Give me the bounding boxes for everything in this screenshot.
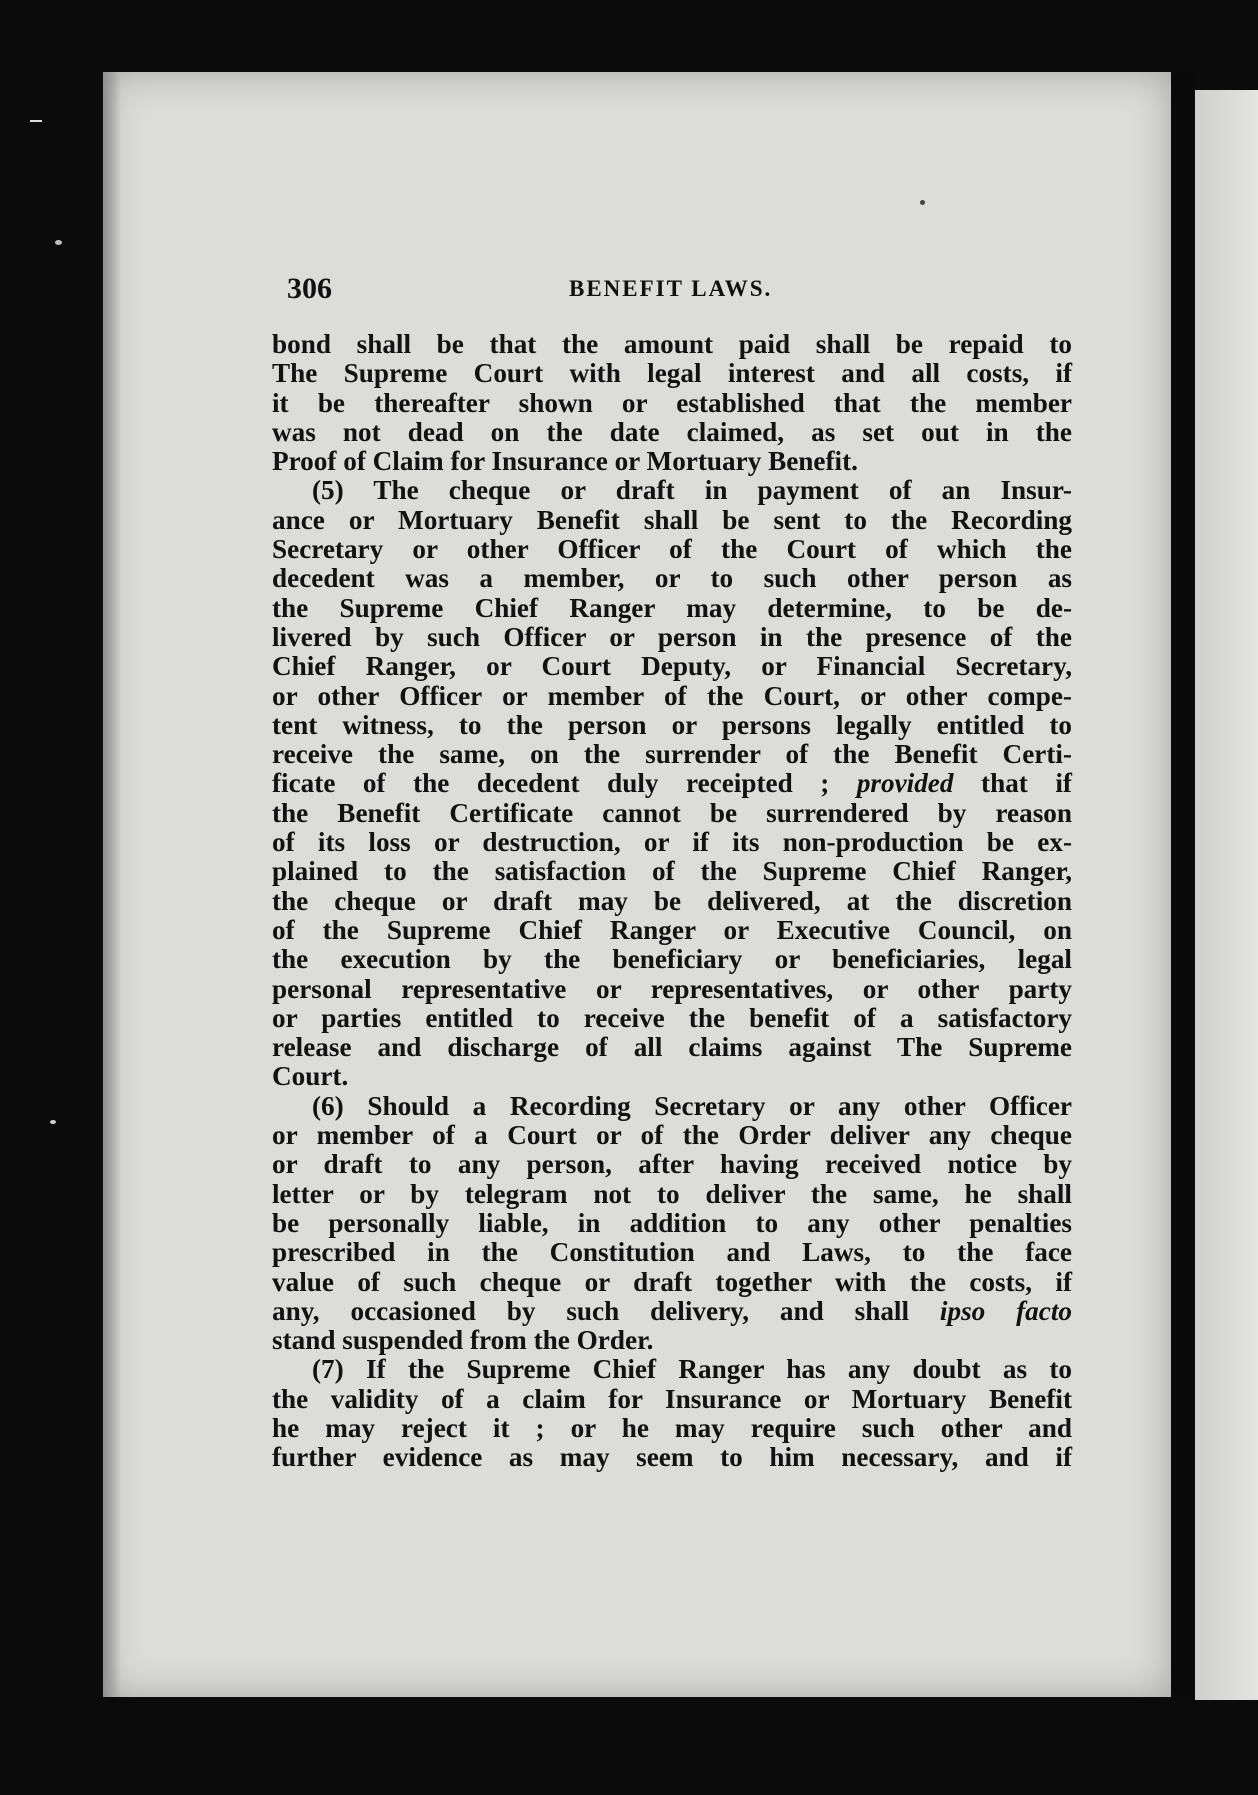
- text-line: receive the same, on the surrender of the Benefit Certi-: [272, 739, 1072, 770]
- text-line: the Benefit Certificate cannot be surrendered by reason: [272, 797, 1072, 828]
- text-line: stand suspended from the Order.: [272, 1325, 654, 1356]
- text-line: or member of a Court or of the Order deliver any cheque: [272, 1120, 1072, 1151]
- text-line: [272, 769, 1072, 798]
- text-line: Court.: [272, 1061, 349, 1092]
- text-segment: that if: [953, 768, 1072, 799]
- text-line: was not dead on the date claimed, as set out in the: [272, 416, 1072, 447]
- text-line: prescribed in the Constitution and Laws, to the face: [272, 1237, 1072, 1268]
- text-line: value of such cheque or draft together with the costs, if: [272, 1266, 1072, 1297]
- text-line: the execution by the beneficiary or beneficiaries, legal: [272, 944, 1072, 975]
- italic-term: ipso facto: [939, 1295, 1072, 1326]
- page-header: [287, 272, 1082, 312]
- text-line: (7) If the Supreme Chief Ranger has any doubt as to: [312, 1354, 1072, 1385]
- text-line: the Supreme Chief Ranger may determine, to be de-: [272, 592, 1072, 623]
- text-line: The Supreme Court with legal interest and all costs, if: [272, 358, 1072, 389]
- running-head: BENEFIT LAWS.: [569, 276, 773, 301]
- text-segment: any, occasioned by such delivery, and shall: [272, 1295, 940, 1326]
- text-line: further evidence as may seem to him necessary, and if: [272, 1442, 1072, 1473]
- book-gutter: [1171, 72, 1195, 1697]
- text-line: release and discharge of all claims against The Supreme: [272, 1032, 1072, 1063]
- scan-speck: [55, 240, 62, 245]
- scan-speck: [920, 200, 925, 205]
- scan-speck: [50, 1120, 56, 1124]
- text-line: plained to the satisfaction of the Supreme Chief Ranger,: [272, 856, 1072, 887]
- text-segment: ficate of the decedent duly receipted ;: [272, 768, 857, 799]
- text-line: Proof of Claim for Insurance or Mortuary Benefit.: [272, 446, 858, 477]
- text-line: the cheque or draft may be delivered, at the discretion: [272, 885, 1072, 916]
- scan-speck: [30, 120, 42, 122]
- text-line: Chief Ranger, or Court Deputy, or Financial Secretary,: [272, 651, 1072, 682]
- italic-term: provided: [856, 768, 954, 799]
- body-text: [272, 330, 1072, 1473]
- text-line: of the Supreme Chief Ranger or Executive Council, on: [272, 914, 1072, 945]
- text-line: (6) Should a Recording Secretary or any other Officer: [312, 1090, 1072, 1121]
- text-line: bond shall be that the amount paid shall be repaid to: [272, 329, 1072, 359]
- text-line: tent witness, to the person or persons legally entitled to: [272, 709, 1072, 740]
- text-line: ance or Mortuary Benefit shall be sent to the Recording: [272, 504, 1072, 535]
- text-line: he may reject it ; or he may require such other and: [272, 1412, 1072, 1443]
- text-line: [272, 1297, 1072, 1326]
- facing-page-edge: [1195, 90, 1258, 1700]
- text-line: letter or by telegram not to deliver the same, he shall: [272, 1178, 1072, 1209]
- text-line: the validity of a claim for Insurance or Mortuary Benefit: [272, 1383, 1072, 1414]
- text-line: or parties entitled to receive the benefit of a satisfactory: [272, 1002, 1072, 1033]
- text-line: decedent was a member, or to such other person as: [272, 563, 1072, 594]
- text-line: be personally liable, in addition to any other penalties: [272, 1207, 1072, 1238]
- page-shadow: [103, 72, 121, 1697]
- text-line: personal representative or representatives, or other party: [272, 973, 1072, 1004]
- page-number: 306: [287, 272, 332, 305]
- text-line: (5) The cheque or draft in payment of an Insur-: [312, 475, 1072, 506]
- text-line: or other Officer or member of the Court, or other compe-: [272, 680, 1072, 711]
- text-line: of its loss or destruction, or if its non-production be ex-: [272, 827, 1072, 858]
- text-line: it be thereafter shown or established that the member: [272, 387, 1072, 418]
- text-line: Secretary or other Officer of the Court of which the: [272, 534, 1072, 565]
- text-line: livered by such Officer or person in the presence of the: [272, 621, 1072, 652]
- text-line: or draft to any person, after having received notice by: [272, 1149, 1072, 1180]
